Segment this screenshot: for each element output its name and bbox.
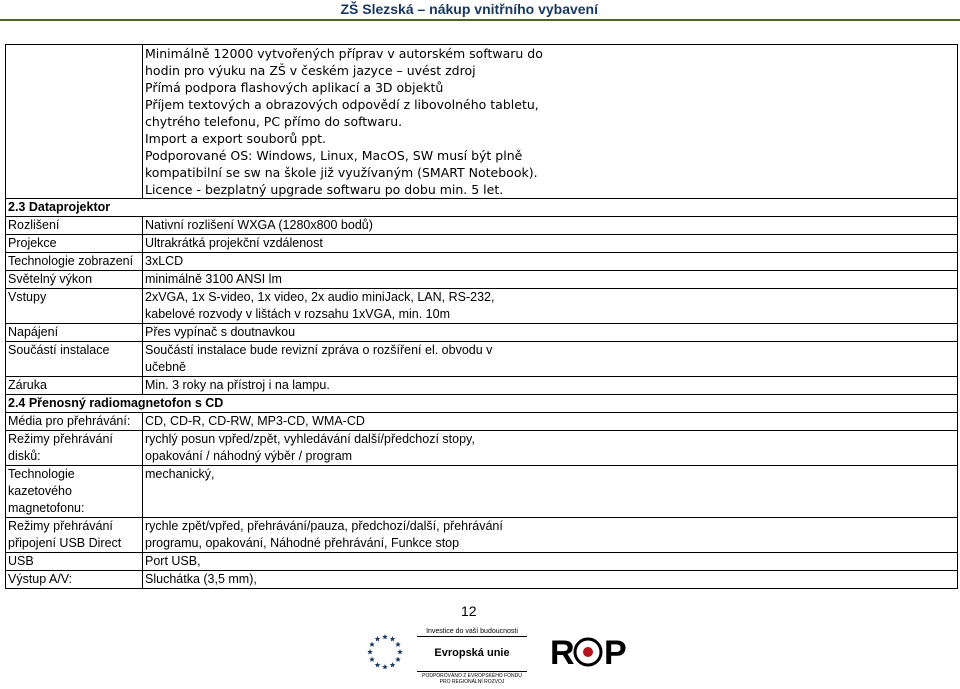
row-value xyxy=(143,217,958,235)
investment-slogan: Investice do vaší budoucnosti xyxy=(417,628,527,637)
label-line: Režimy přehrávání xyxy=(8,432,113,446)
top-line: Minimálně 12000 vytvořených příprav v autorském softwaru do xyxy=(145,46,543,61)
row-value xyxy=(143,289,958,324)
value-line: 2xVGA, 1x S-video, 1x video, 2x audio miniJack, LAN, RS-232, xyxy=(145,290,495,304)
row-label xyxy=(6,289,143,324)
label-line: Napájení xyxy=(8,325,59,339)
table-row xyxy=(6,289,958,324)
label-line: připojení USB Direct xyxy=(8,536,122,550)
top-block-row xyxy=(6,45,958,199)
row-value xyxy=(143,235,958,253)
row-label xyxy=(6,518,143,553)
label-line: USB xyxy=(8,554,34,568)
fund-line: PRO REGIONÁLNÍ ROZVOJ xyxy=(439,679,505,685)
label-line: magnetofonu: xyxy=(8,501,85,515)
row-label xyxy=(6,253,143,271)
value-line: CD, CD-R, CD-RW, MP3-CD, WMA-CD xyxy=(145,414,365,428)
row-label xyxy=(6,413,143,431)
top-line: Licence - bezplatný upgrade softwaru po dobu min. 5 let. xyxy=(145,182,504,197)
table-row xyxy=(6,253,958,271)
row-value xyxy=(143,466,958,518)
row-value xyxy=(143,571,958,589)
row-label xyxy=(6,553,143,571)
row-value xyxy=(143,431,958,466)
top-line: hodin pro výuku na ZŠ v českém jazyce – uvést zdroj xyxy=(145,63,476,78)
value-line: učebně xyxy=(145,360,187,374)
row-value xyxy=(143,377,958,395)
top-block-text xyxy=(143,45,958,199)
row-value xyxy=(143,518,958,553)
label-line: Světelný výkon xyxy=(8,272,93,286)
value-line: opakování / náhodný výběr / program xyxy=(145,449,353,463)
page-number: 12 xyxy=(461,603,477,619)
value-line: Součástí instalace bude revizní zpráva o rozšíření el. obvodu v xyxy=(145,343,493,357)
label-line: disků: xyxy=(8,449,41,463)
row-value xyxy=(143,342,958,377)
label-line: kazetového xyxy=(8,484,72,498)
row-label xyxy=(6,271,143,289)
row-label xyxy=(6,342,143,377)
table-row xyxy=(6,553,958,571)
eu-name: Evropská unie xyxy=(434,647,510,659)
value-line: Nativní rozlišení WXGA (1280x800 bodů) xyxy=(145,218,373,232)
section-heading: 2.3 Dataprojektor xyxy=(6,199,958,217)
value-line: Min. 3 roky na přístroj i na lampu. xyxy=(145,378,330,392)
value-line: Ultrakrátká projekční vzdálenost xyxy=(145,236,323,250)
top-line: Přímá podpora flashových aplikací a 3D objektů xyxy=(145,80,444,95)
top-line: chytrého telefonu, PC přímo do softwaru. xyxy=(145,114,403,129)
section-heading: 2.4 Přenosný radiomagnetofon s CD xyxy=(6,395,958,413)
row-label xyxy=(6,235,143,253)
svg-text:P: P xyxy=(604,634,627,672)
value-line: mechanický, xyxy=(145,467,215,481)
section-heading-row xyxy=(6,199,958,217)
table-row xyxy=(6,235,958,253)
header-divider xyxy=(0,19,960,21)
row-label xyxy=(6,377,143,395)
label-line: Technologie zobrazení xyxy=(8,254,134,268)
label-line: Projekce xyxy=(8,236,57,250)
eu-flag-icon xyxy=(361,622,409,686)
label-line: Součástí instalace xyxy=(8,343,110,357)
value-line: Přes vypínač s doutnavkou xyxy=(145,325,296,339)
fund-text xyxy=(417,671,527,685)
value-line: minimálně 3100 ANSI lm xyxy=(145,272,282,286)
spec-table xyxy=(5,44,958,589)
label-line: Vstupy xyxy=(8,290,47,304)
table-row xyxy=(6,571,958,589)
value-line: 3xLCD xyxy=(145,254,184,268)
value-line: rychle zpět/vpřed, přehrávání/pauza, předchozí/další, přehrávání xyxy=(145,519,503,533)
page-header-title: ZŠ Slezská – nákup vnitřního vybavení xyxy=(340,1,598,17)
table-row xyxy=(6,431,958,466)
row-label xyxy=(6,571,143,589)
rop-logo xyxy=(548,628,628,674)
svg-text:R: R xyxy=(550,634,575,672)
label-line: Záruka xyxy=(8,378,47,392)
value-line: programu, opakování, Náhodné přehrávání, Funkce stop xyxy=(145,536,460,550)
top-line: kompatibilní se sw na škole již využívaným (SMART Notebook). xyxy=(145,165,538,180)
value-line: Sluchátka (3,5 mm), xyxy=(145,572,257,586)
label-line: Rozlišení xyxy=(8,218,60,232)
label-line: Technologie xyxy=(8,467,75,481)
row-value xyxy=(143,324,958,342)
table-row xyxy=(6,271,958,289)
value-line: rychlý posun vpřed/zpět, vyhledávání další/předchozí stopy, xyxy=(145,432,475,446)
value-line: kabelové rozvody v lištách v rozsahu 1xVGA, min. 10m xyxy=(145,307,450,321)
row-value xyxy=(143,413,958,431)
row-value xyxy=(143,253,958,271)
top-line: Import a export souborů ppt. xyxy=(145,131,326,146)
row-label xyxy=(6,431,143,466)
row-label xyxy=(6,466,143,518)
row-label xyxy=(6,324,143,342)
row-value xyxy=(143,271,958,289)
top-line: Podporované OS: Windows, Linux, MacOS, SW musí být plně xyxy=(145,148,523,163)
row-label xyxy=(6,217,143,235)
table-row xyxy=(6,217,958,235)
label-line: Režimy přehrávání xyxy=(8,519,113,533)
table-row xyxy=(6,466,958,518)
top-block-label-cell xyxy=(6,45,143,199)
table-row xyxy=(6,377,958,395)
row-value xyxy=(143,553,958,571)
table-row xyxy=(6,342,958,377)
table-row xyxy=(6,324,958,342)
table-row xyxy=(6,518,958,553)
top-line: Příjem textových a obrazových odpovědí z libovolného tabletu, xyxy=(145,97,539,112)
label-line: Média pro přehrávání: xyxy=(8,414,131,428)
table-row xyxy=(6,413,958,431)
label-line: Výstup A/V: xyxy=(8,572,73,586)
section-heading-row xyxy=(6,395,958,413)
value-line: Port USB, xyxy=(145,554,201,568)
fund-line: PODPOROVÁNO Z EVROPSKÉHO FONDU xyxy=(422,673,522,679)
eu-footer xyxy=(417,628,527,685)
